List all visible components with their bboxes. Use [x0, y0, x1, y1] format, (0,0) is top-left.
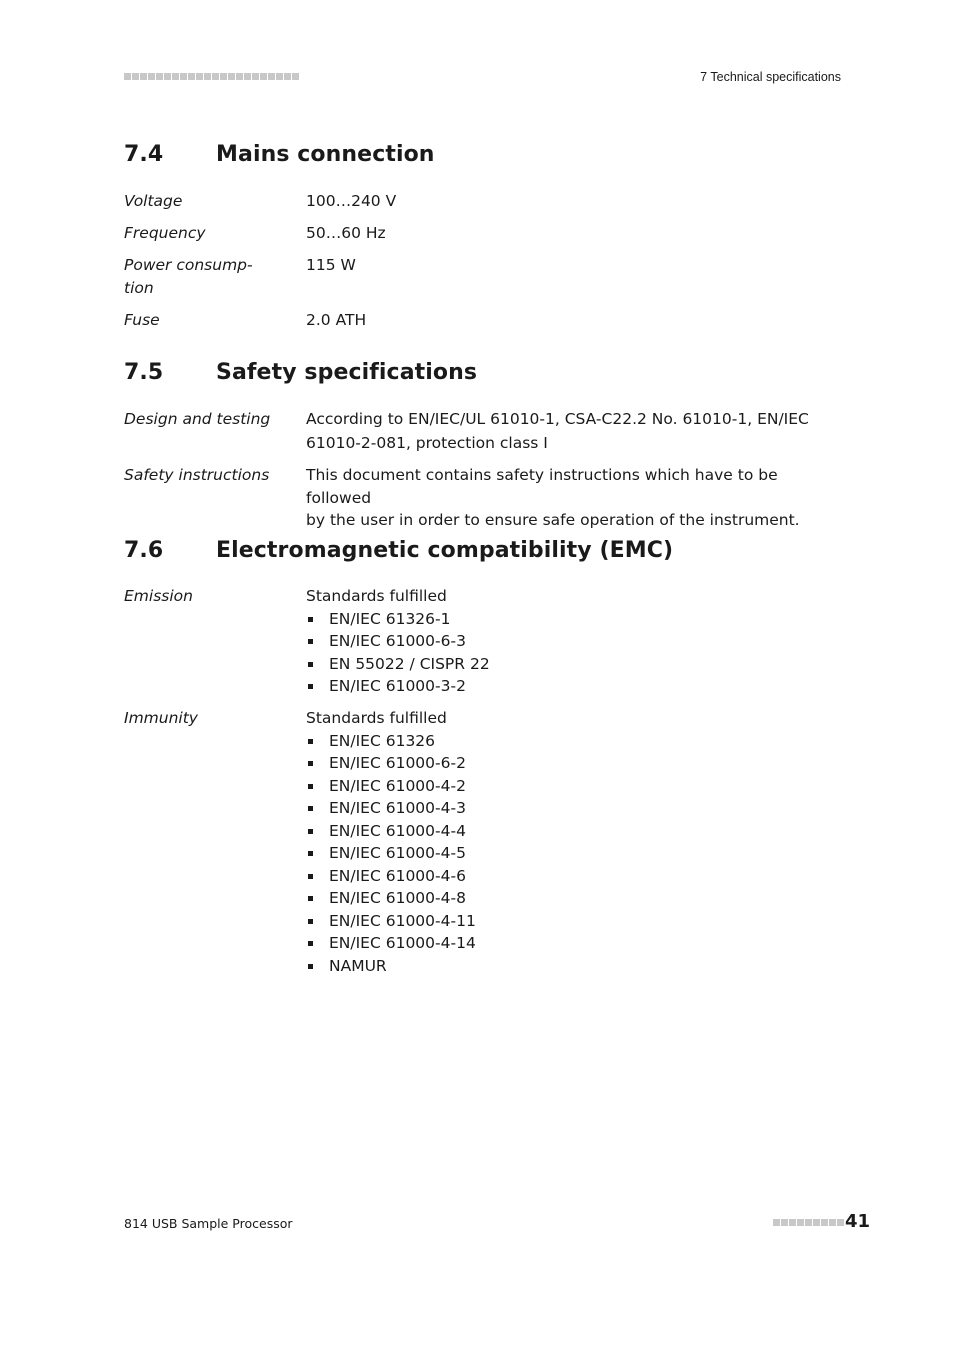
list-item: EN/IEC 61000-4-6 [306, 865, 826, 888]
footer-decoration [773, 1219, 844, 1226]
spec-value: 115 W [306, 256, 356, 274]
spec-value: 100…240 V [306, 192, 397, 210]
spec-label: Design and testing [124, 410, 271, 428]
spec-value [306, 464, 826, 532]
spec-label: Voltage [124, 192, 183, 210]
list-item: EN/IEC 61000-4-4 [306, 820, 826, 843]
list-item: EN/IEC 61000-4-5 [306, 842, 826, 865]
list-item: EN/IEC 61326-1 [306, 608, 826, 631]
spec-label: Safety instructions [124, 466, 270, 484]
section-number: 7.5 [124, 360, 164, 385]
spec-label-line: tion [124, 278, 154, 297]
section-number: 7.6 [124, 538, 164, 563]
section-heading-mains [124, 142, 435, 167]
list-item: EN/IEC 61000-4-14 [306, 932, 826, 955]
spec-value-line: by the user in order to ensure safe operation of the instrument. [306, 511, 800, 529]
running-header: 7 Technical specifications [700, 70, 841, 84]
footer-product-name: 814 USB Sample Processor [124, 1216, 293, 1231]
spec-value-line: 61010-2-081, protection class I [306, 433, 548, 452]
list-item: EN/IEC 61000-4-11 [306, 910, 826, 933]
header-decoration [124, 73, 299, 80]
spec-label-line: Power consump- [124, 256, 253, 274]
spec-label: Frequency [124, 224, 206, 242]
spec-value: 50…60 Hz [306, 224, 386, 242]
list-intro: Standards fulfilled [306, 587, 447, 605]
section-title: Safety specifications [216, 360, 478, 385]
list-item: EN/IEC 61000-3-2 [306, 675, 826, 698]
section-heading-emc [124, 538, 673, 563]
list-item: EN/IEC 61000-4-3 [306, 797, 826, 820]
list-item: EN/IEC 61000-4-8 [306, 887, 826, 910]
spec-value: 2.0 ATH [306, 311, 367, 329]
standards-list [306, 608, 826, 698]
spec-value [306, 707, 826, 977]
list-item: EN/IEC 61000-6-3 [306, 630, 826, 653]
list-item: EN 55022 / CISPR 22 [306, 653, 826, 676]
section-heading-safety [124, 360, 477, 385]
list-intro: Standards fulfilled [306, 709, 447, 727]
spec-value-line: This document contains safety instructions which have to be followed [306, 466, 778, 507]
section-title: Electromagnetic compatibility (EMC) [216, 538, 674, 563]
section-title: Mains connection [216, 142, 435, 167]
spec-label: Fuse [124, 311, 160, 329]
spec-label: Immunity [124, 709, 198, 727]
section-number: 7.4 [124, 142, 164, 167]
standards-list [306, 730, 826, 978]
list-item: EN/IEC 61000-6-2 [306, 752, 826, 775]
spec-value-line: According to EN/IEC/UL 61010-1, CSA-C22.2 No. 61010-1, EN/IEC [306, 410, 809, 428]
spec-value [306, 585, 826, 698]
list-item: EN/IEC 61000-4-2 [306, 775, 826, 798]
list-item: NAMUR [306, 955, 826, 978]
page-number: 41 [845, 1211, 871, 1232]
list-item: EN/IEC 61326 [306, 730, 826, 753]
spec-value [306, 408, 826, 454]
spec-label: Emission [124, 587, 193, 605]
spec-label [124, 254, 274, 299]
